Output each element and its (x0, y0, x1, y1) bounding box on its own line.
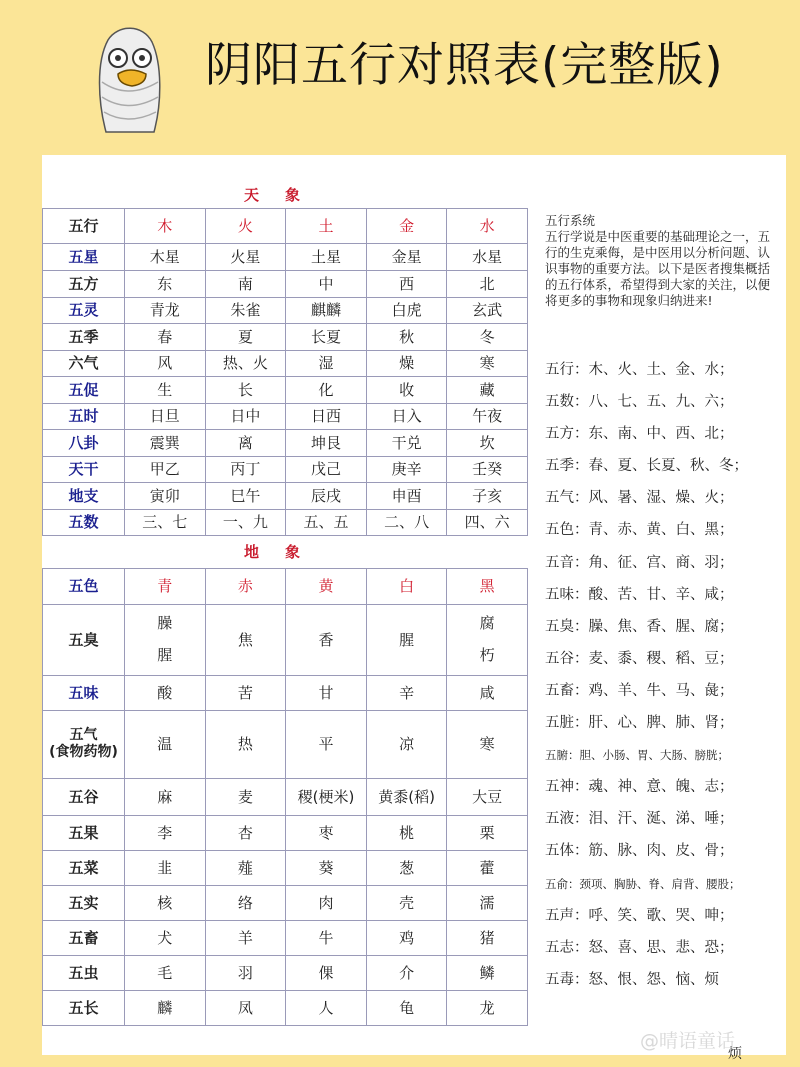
table-cell: 龟 (366, 990, 447, 1025)
wuxing-table (42, 183, 528, 1026)
row-label: 五数 (43, 509, 125, 535)
section-title-row (43, 535, 528, 568)
list-item: 五音：角、征、宫、商、羽； (545, 554, 734, 571)
table-cell: 龙 (447, 990, 528, 1025)
table-cell: 介 (366, 955, 447, 990)
table-cell: 栗 (447, 815, 528, 850)
table-cell: 酸 (125, 675, 206, 710)
row-label: 五果 (43, 815, 125, 850)
table-cell: 猪 (447, 920, 528, 955)
table-cell: 凉 (366, 710, 447, 778)
table-row (43, 456, 528, 482)
list-item: 五方：东、南、中、西、北； (545, 426, 734, 443)
table-cell: 日入 (366, 403, 447, 429)
table-cell: 日西 (286, 403, 367, 429)
table-cell: 午夜 (447, 403, 528, 429)
table-cell: 子亥 (447, 482, 528, 509)
table-cell: 葱 (366, 850, 447, 885)
table-cell: 金 (366, 208, 447, 243)
row-label: 五灵 (43, 297, 125, 323)
table-cell: 东 (125, 270, 206, 297)
table-cell: 庚辛 (366, 456, 447, 482)
table-cell: 离 (205, 429, 286, 456)
table-row (43, 482, 528, 509)
table-cell: 葵 (286, 850, 367, 885)
table-cell: 鸡 (366, 920, 447, 955)
table-cell: 辛 (366, 675, 447, 710)
table-cell: 焦 (205, 604, 286, 675)
duck-mascot-icon (88, 22, 168, 134)
table-row (43, 604, 528, 675)
table-cell: 坎 (447, 429, 528, 456)
table-cell: 春 (125, 323, 206, 350)
section-title-row (43, 183, 528, 208)
page-title: 阴阳五行对照表(完整版) (205, 38, 724, 93)
table-cell: 申酉 (366, 482, 447, 509)
table-cell: 平 (286, 710, 367, 778)
wuxing-system-list (545, 360, 795, 1002)
list-item: 五畜：鸡、羊、牛、马、彘； (545, 682, 734, 699)
table-cell: 寒 (447, 710, 528, 778)
table-row (43, 885, 528, 920)
table-cell: 麟 (125, 990, 206, 1025)
table-cell: 湿 (286, 350, 367, 376)
table-cell: 水星 (447, 243, 528, 270)
table-cell: 藿 (447, 850, 528, 885)
table-cell: 西 (366, 270, 447, 297)
list-item: 五志：怒、喜、思、悲、恐； (545, 939, 734, 956)
table-cell: 震巽 (125, 429, 206, 456)
row-label: 五促 (43, 376, 125, 403)
list-item: 五液：泪、汗、涎、涕、唾； (545, 811, 734, 828)
row-label: 五长 (43, 990, 125, 1025)
table-cell: 化 (286, 376, 367, 403)
list-item: 五味：酸、苦、甘、辛、咸； (545, 586, 734, 603)
table-cell: 核 (125, 885, 206, 920)
row-label: 天干 (43, 456, 125, 482)
list-item: 五脏：肝、心、脾、肺、肾； (545, 715, 734, 732)
table-cell: 甘 (286, 675, 367, 710)
table-cell: 水 (447, 208, 528, 243)
table-cell: 巳午 (205, 482, 286, 509)
table-cell: 羊 (205, 920, 286, 955)
table-cell: 朱雀 (205, 297, 286, 323)
table-row (43, 350, 528, 376)
table-cell: 人 (286, 990, 367, 1025)
table-cell: 枣 (286, 815, 367, 850)
table-cell: 麒麟 (286, 297, 367, 323)
row-label: 五季 (43, 323, 125, 350)
list-item: 五行：木、火、土、金、水； (545, 362, 734, 378)
table-cell: 寅卯 (125, 482, 206, 509)
table-cell: 中 (286, 270, 367, 297)
table-cell: 赤 (205, 568, 286, 604)
intro-text: 五行学说是中医重要的基础理论之一，五行的生克乘侮，是中医用以分析问题、认识事物的重要方法。以下是医者搜集概括的五行体系，希望得到大家的关注，以便将更多的事物和现象归纳进来! (545, 229, 771, 308)
table-row (43, 208, 528, 243)
table-cell: 肉 (286, 885, 367, 920)
table-cell: 濡 (447, 885, 528, 920)
table-cell: 生 (125, 376, 206, 403)
table-cell: 桃 (366, 815, 447, 850)
row-label: 六气 (43, 350, 125, 376)
table-cell: 日中 (205, 403, 286, 429)
table-cell: 腐 朽 (447, 604, 528, 675)
table-cell: 长 (205, 376, 286, 403)
table-row (43, 815, 528, 850)
list-item: 五臭：臊、焦、香、腥、腐； (545, 618, 734, 635)
table-row (43, 509, 528, 535)
table-cell: 坤艮 (286, 429, 367, 456)
list-item: 五季：春、夏、长夏、秋、冬； (545, 458, 748, 475)
row-label: 五时 (43, 403, 125, 429)
row-label: 五虫 (43, 955, 125, 990)
row-label: 五气 (食物药物) (43, 710, 125, 778)
table-cell: 黄 (286, 568, 367, 604)
table-cell: 苦 (205, 675, 286, 710)
table-cell: 木星 (125, 243, 206, 270)
overflow-char: 烦 (728, 1046, 742, 1062)
table-cell: 五、五 (286, 509, 367, 535)
table-cell: 薤 (205, 850, 286, 885)
table-cell: 藏 (447, 376, 528, 403)
row-label: 五味 (43, 675, 125, 710)
table-cell: 热、火 (205, 350, 286, 376)
list-item: 五气：风、暑、湿、燥、火； (545, 490, 734, 507)
list-item: 五色：青、赤、黄、白、黑； (545, 522, 734, 539)
table-cell: 羽 (205, 955, 286, 990)
table-cell: 青 (125, 568, 206, 604)
table-cell: 络 (205, 885, 286, 920)
intro-block (545, 213, 780, 309)
table-cell: 木 (125, 208, 206, 243)
table-cell: 青龙 (125, 297, 206, 323)
table-cell: 咸 (447, 675, 528, 710)
table-cell: 夏 (205, 323, 286, 350)
table-cell: 土 (286, 208, 367, 243)
table-row (43, 990, 528, 1025)
table-cell: 冬 (447, 323, 528, 350)
list-item: 五腑：胆、小肠、胃、大肠、膀胱； (545, 748, 729, 763)
table-cell: 腥 (366, 604, 447, 675)
table-cell: 二、八 (366, 509, 447, 535)
list-item: 五声：呼、笑、歌、哭、呻； (545, 907, 734, 924)
table-row (43, 270, 528, 297)
table-row (43, 920, 528, 955)
table-cell: 三、七 (125, 509, 206, 535)
list-item: 五神：魂、神、意、魄、志； (545, 779, 734, 796)
row-label: 八卦 (43, 429, 125, 456)
table-cell: 温 (125, 710, 206, 778)
table-cell: 一、九 (205, 509, 286, 535)
row-label: 五星 (43, 243, 125, 270)
row-label: 五畜 (43, 920, 125, 955)
table-row (43, 297, 528, 323)
table-cell: 日旦 (125, 403, 206, 429)
table-cell: 鳞 (447, 955, 528, 990)
table-cell: 秋 (366, 323, 447, 350)
table-cell: 火 (205, 208, 286, 243)
table-row (43, 323, 528, 350)
row-label: 五行 (43, 208, 125, 243)
row-label: 地支 (43, 482, 125, 509)
table-cell: 黄黍(稻) (366, 778, 447, 815)
table-cell: 干兑 (366, 429, 447, 456)
table-row (43, 376, 528, 403)
table-cell: 凤 (205, 990, 286, 1025)
table-cell: 燥 (366, 350, 447, 376)
row-label: 五方 (43, 270, 125, 297)
table-row (43, 778, 528, 815)
row-label: 五谷 (43, 778, 125, 815)
table-cell: 寒 (447, 350, 528, 376)
section-title: 天象 (43, 183, 528, 208)
table-cell: 麻 (125, 778, 206, 815)
table-row (43, 710, 528, 778)
table-cell: 壬癸 (447, 456, 528, 482)
table-row (43, 403, 528, 429)
row-label: 五色 (43, 568, 125, 604)
row-label: 五实 (43, 885, 125, 920)
intro-title: 五行系统 (545, 213, 596, 228)
table-cell: 臊 腥 (125, 604, 206, 675)
table-cell: 壳 (366, 885, 447, 920)
table-cell: 丙丁 (205, 456, 286, 482)
table-cell: 金星 (366, 243, 447, 270)
table-cell: 戊己 (286, 456, 367, 482)
table-cell: 热 (205, 710, 286, 778)
table-cell: 长夏 (286, 323, 367, 350)
table-row (43, 568, 528, 604)
table-row (43, 243, 528, 270)
watermark: @晴语童话 (640, 1030, 736, 1052)
table-cell: 稷(梗米) (286, 778, 367, 815)
table-cell: 土星 (286, 243, 367, 270)
list-item: 五俞：颈项、胸胁、脊、肩背、腰股； (545, 876, 741, 891)
table-row (43, 675, 528, 710)
list-item: 五谷：麦、黍、稷、稻、豆； (545, 650, 734, 667)
list-item: 五体：筋、脉、肉、皮、骨； (545, 843, 734, 860)
row-label: 五臭 (43, 604, 125, 675)
table-cell: 四、六 (447, 509, 528, 535)
list-item: 五毒：怒、恨、怨、恼、烦 (545, 971, 719, 988)
table-cell: 杏 (205, 815, 286, 850)
table-cell: 甲乙 (125, 456, 206, 482)
table-cell: 牛 (286, 920, 367, 955)
table-row (43, 850, 528, 885)
table-cell: 南 (205, 270, 286, 297)
table-cell: 黑 (447, 568, 528, 604)
section-title: 地象 (43, 535, 528, 568)
table-cell: 白虎 (366, 297, 447, 323)
table-cell: 风 (125, 350, 206, 376)
table-cell: 白 (366, 568, 447, 604)
table-cell: 韭 (125, 850, 206, 885)
table-cell: 北 (447, 270, 528, 297)
row-label: 五菜 (43, 850, 125, 885)
table-cell: 李 (125, 815, 206, 850)
table-cell: 玄武 (447, 297, 528, 323)
table-cell: 辰戌 (286, 482, 367, 509)
table-cell: 火星 (205, 243, 286, 270)
table-row (43, 955, 528, 990)
table-row (43, 429, 528, 456)
table-cell: 麦 (205, 778, 286, 815)
table-cell: 毛 (125, 955, 206, 990)
table-cell: 收 (366, 376, 447, 403)
table-cell: 犬 (125, 920, 206, 955)
table-cell: 香 (286, 604, 367, 675)
table-cell: 大豆 (447, 778, 528, 815)
table-cell: 倮 (286, 955, 367, 990)
list-item: 五数：八、七、五、九、六； (545, 394, 734, 411)
